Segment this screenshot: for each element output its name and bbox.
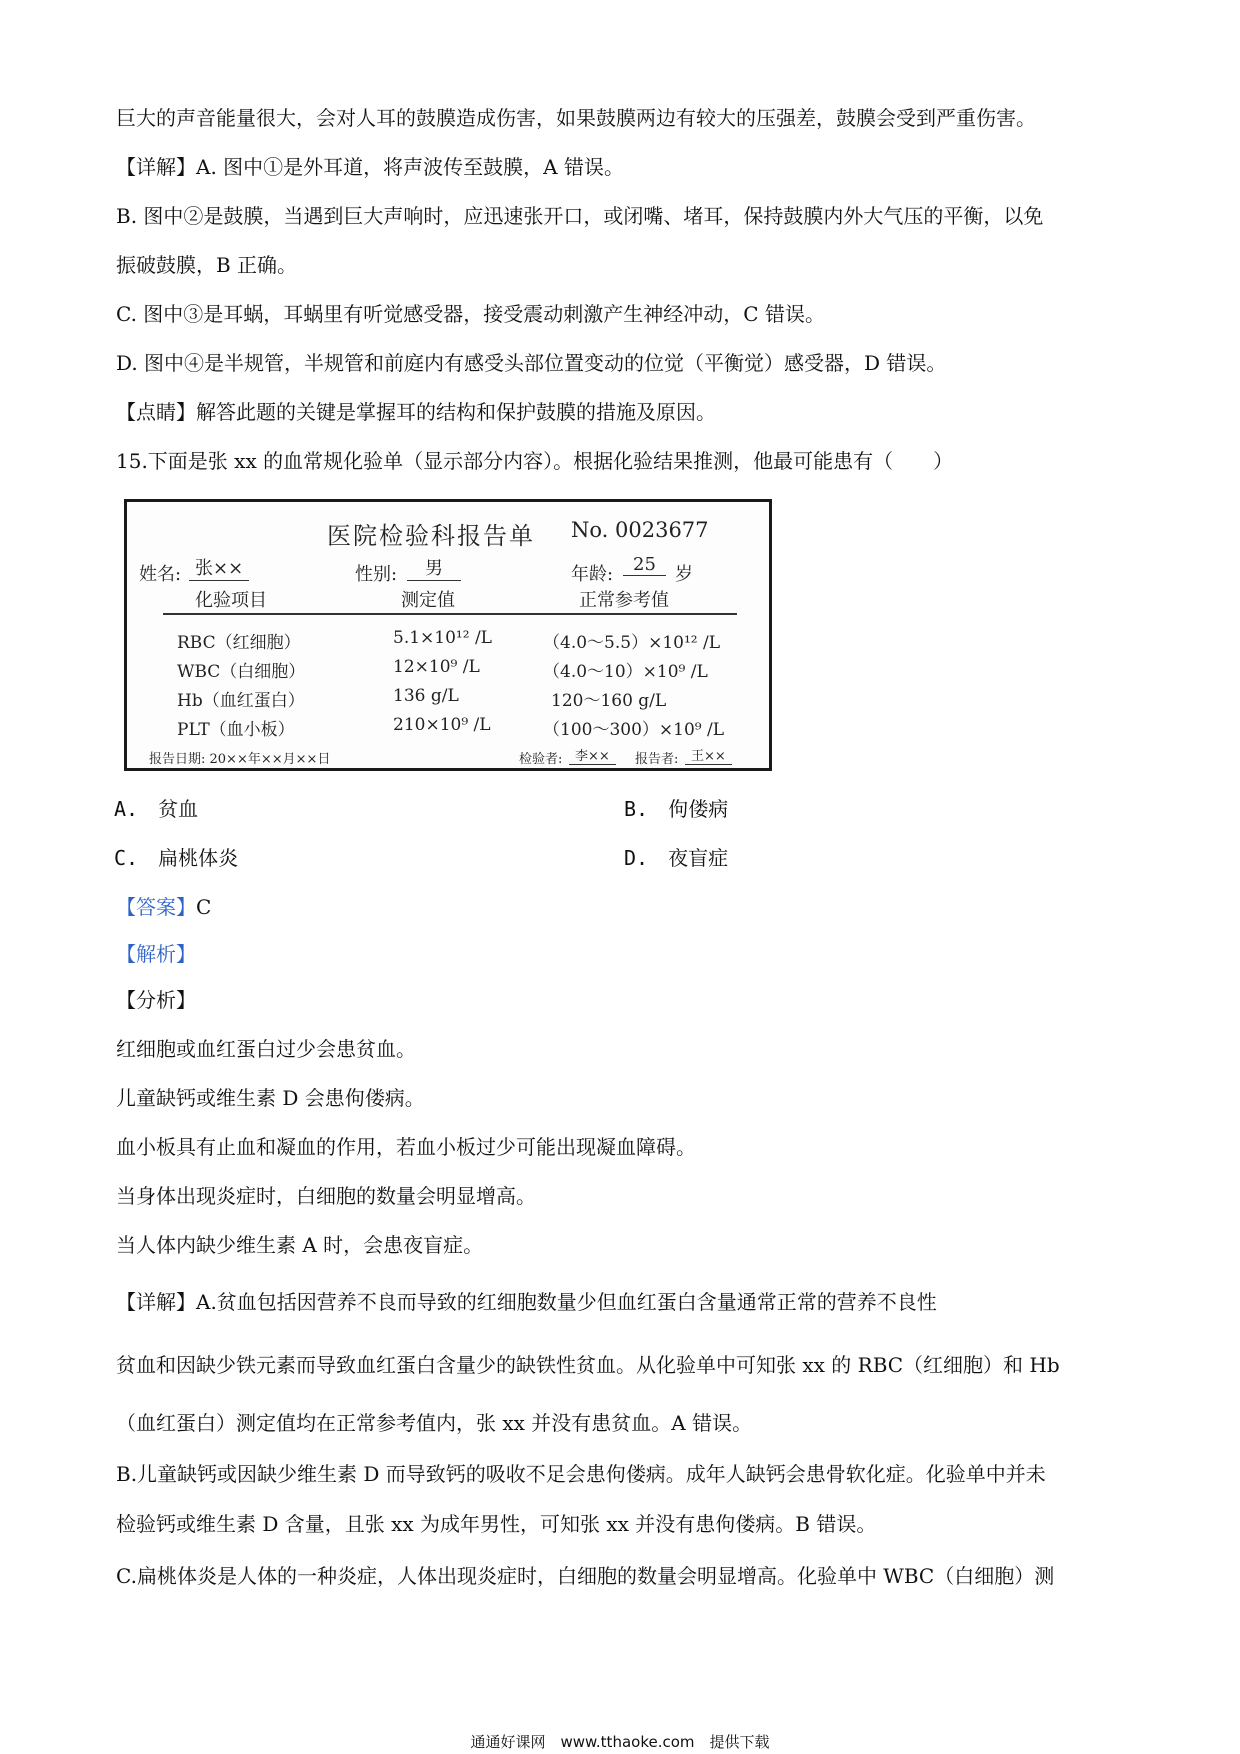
answer-line (116, 893, 211, 921)
header-value: 测定值 (401, 590, 455, 611)
text-line: 【详解】A.贫血包括因营养不良而导致的红细胞数量少但血红蛋白含量通常正常的营养不良性 (116, 1290, 937, 1314)
text-line: B. 图中②是鼓膜，当遇到巨大声响时，应迅速张开口，或闭嘴、堵耳，保持鼓膜内外大气压的平衡，以免 (116, 204, 1044, 228)
age-unit: 岁 (675, 564, 693, 585)
examiner-label: 检验者: (519, 752, 563, 767)
sex-label: 性别: (355, 564, 398, 585)
examiner-name: 李×× (569, 745, 616, 765)
option-c: C. 扁桃体炎 (114, 846, 239, 870)
row-item: PLT（血小板） (177, 720, 295, 740)
row-ref: （4.0～5.5）×10¹² /L (543, 633, 720, 653)
header-rule (163, 613, 737, 615)
reporter-name: 王×× (685, 745, 732, 765)
text-line: 血小板具有止血和凝血的作用，若血小板过少可能出现凝血障碍。 (116, 1135, 696, 1159)
reporter-label: 报告者: (635, 752, 679, 767)
option-b: B. 佝偻病 (624, 797, 729, 821)
text-line: 振破鼓膜，B 正确。 (116, 253, 298, 277)
text-line: 【详解】A. 图中①是外耳道，将声波传至鼓膜，A 错误。 (116, 155, 624, 179)
text-line: B.儿童缺钙或因缺少维生素 D 而导致钙的吸收不足会患佝偻病。成年人缺钙会患骨软化症。化验单中并未 (116, 1462, 1046, 1486)
option-d: D. 夜盲症 (624, 846, 729, 870)
text-line: 【点睛】解答此题的关键是掌握耳的结构和保护鼓膜的措施及原因。 (116, 400, 716, 424)
row-item: RBC（红细胞） (177, 633, 301, 653)
row-item: WBC（白细胞） (177, 662, 306, 682)
row-ref: （4.0～10）×10⁹ /L (543, 662, 708, 682)
answer-label: 【答案】 (116, 895, 196, 919)
row-item: Hb（血红蛋白） (177, 691, 305, 711)
row-ref: （100～300）×10⁹ /L (543, 720, 725, 740)
analysis-label: 【解析】 (116, 942, 196, 966)
text-line: 巨大的声音能量很大，会对人耳的鼓膜造成伤害，如果鼓膜两边有较大的压强差，鼓膜会受到严重伤害。 (116, 106, 1036, 130)
patient-sex: 男 (407, 554, 461, 581)
text-line: （血红蛋白）测定值均在正常参考值内，张 xx 并没有患贫血。A 错误。 (116, 1411, 753, 1435)
header-ref: 正常参考值 (579, 590, 669, 611)
text-line: 当人体内缺少维生素 A 时，会患夜盲症。 (116, 1233, 484, 1257)
text-line: 当身体出现炎症时，白细胞的数量会明显增高。 (116, 1184, 536, 1208)
report-number: No. 0023677 (571, 518, 709, 542)
row-value: 210×10⁹ /L (393, 715, 491, 735)
page-footer: 通通好课网 www.tthaoke.com 提供下载 (470, 1733, 770, 1751)
text-line: 15.下面是张 xx 的血常规化验单（显示部分内容）。根据化验结果推测，他最可能患有（ ） (116, 449, 954, 473)
row-value: 136 g/L (393, 686, 459, 706)
text-line: 红细胞或血红蛋白过少会患贫血。 (116, 1037, 416, 1061)
report-title: 医院检验科报告单 (327, 522, 535, 550)
text-line: C. 图中③是耳蜗，耳蜗里有听觉感受器，接受震动刺激产生神经冲动，C 错误。 (116, 302, 825, 326)
report-date: 报告日期: 20××年××月××日 (149, 752, 331, 767)
text-line: 儿童缺钙或维生素 D 会患佝偻病。 (116, 1086, 425, 1110)
patient-age: 25 (623, 554, 666, 576)
text-line: 贫血和因缺少铁元素而导致血红蛋白含量少的缺铁性贫血。从化验单中可知张 xx 的 RBC（红细胞）和 Hb (116, 1353, 1060, 1377)
row-ref: 120～160 g/L (551, 691, 667, 711)
lab-report (124, 499, 772, 771)
name-label: 姓名: (139, 564, 182, 585)
text-line: C.扁桃体炎是人体的一种炎症，人体出现炎症时，白细胞的数量会明显增高。化验单中 WBC（白细胞）测 (116, 1564, 1055, 1588)
answer-value: C (196, 895, 212, 919)
header-item: 化验项目 (195, 590, 267, 611)
text-line: D. 图中④是半规管，半规管和前庭内有感受头部位置变动的位觉（平衡觉）感受器，D 错误。 (116, 351, 947, 375)
row-value: 12×10⁹ /L (393, 657, 480, 677)
text-line: 检验钙或维生素 D 含量，且张 xx 为成年男性，可知张 xx 并没有患佝偻病。B 错误。 (116, 1512, 877, 1536)
text-line: 【分析】 (116, 988, 196, 1012)
option-a: A. 贫血 (114, 797, 199, 821)
age-label: 年龄: (571, 564, 614, 585)
row-value: 5.1×10¹² /L (393, 628, 492, 648)
patient-name: 张×× (189, 554, 249, 581)
